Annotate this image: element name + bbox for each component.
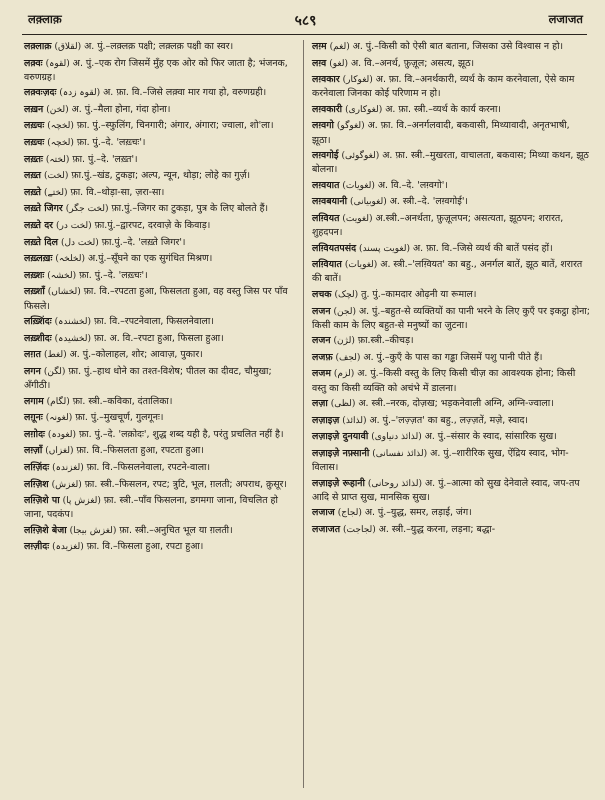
entry-headword: लग़्वगो (312, 120, 334, 132)
dictionary-entry (24, 478, 300, 492)
dictionary-entry (312, 212, 590, 239)
entry-urdu-spelling: (لگام) (46, 396, 70, 407)
entry-headword: लग़्वियात (312, 259, 342, 271)
dictionary-entry (312, 195, 590, 209)
entry-definition: अ. फ़ा. वि.–अनर्थकारी, व्यर्थ के काम करनेवाला, ऐसे काम करनेवाला जिनका कोई परिणाम न हो। (312, 74, 575, 100)
entry-headword: लज़ाइज़े दुनयावी (312, 431, 369, 443)
entry-definition: फ़ा. वि.–रपटनेवाला, फिसलनेवाला। (93, 316, 214, 328)
dictionary-entry (24, 236, 300, 250)
dictionary-entry (24, 252, 300, 266)
entry-urdu-spelling: (لخت) (43, 171, 69, 182)
entry-definition: अ. पुं.–'लज़्ज़त' का बहु., लज़्ज़तें, मज़े, स्वाद। (369, 414, 528, 426)
dictionary-entry (24, 57, 300, 84)
dictionary-entry (312, 414, 590, 428)
entry-definition: अ. फ़ा. स्त्री.–व्यर्थ के कार्य करना। (385, 103, 501, 115)
entry-headword: लख़न (24, 103, 44, 115)
dictionary-entry (312, 305, 590, 332)
entry-definition: अ. फ़ा. वि.–अनर्गलवादी, बकवासी, मिथ्यावादी, अनृतभाषी, झूठा। (312, 120, 570, 146)
entry-definition: अ. स्त्री.–नरक, दोज़ख; भड़कनेवाली अग्नि, अग्नि-ज्वाला। (358, 398, 554, 410)
entry-headword: लज़ाइज़े नफ़्सानी (312, 447, 370, 459)
left-guide-word: लक़्लाक़ (28, 12, 62, 26)
entry-urdu-spelling: (لقوہ زدہ) (59, 88, 101, 99)
header-rule (22, 34, 587, 35)
dictionary-entry (312, 447, 590, 474)
dictionary-entry (312, 351, 590, 365)
entry-urdu-spelling: (لغوگو) (336, 121, 365, 132)
entry-headword: लजन (312, 305, 331, 317)
entry-headword: लग़्वकारी (312, 103, 343, 115)
entry-definition: फ़ा. पुं.–दे. 'लख़्त'। (72, 153, 138, 165)
entry-headword: लग़्ज़िश (24, 478, 49, 490)
entry-headword: लख़्ते दर (24, 220, 54, 232)
entry-urdu-spelling: (لخت دل) (60, 237, 99, 248)
entry-headword: लख़्त (24, 170, 41, 182)
entry-urdu-spelling: (لذائذ) (342, 415, 367, 426)
entry-definition: फ़ा. स्त्री.–अनुचित भूल या ग़लती। (119, 524, 233, 536)
entry-headword: लग़्वयात (312, 179, 340, 191)
right-column (312, 40, 590, 540)
left-column (24, 40, 300, 557)
column-divider (303, 40, 304, 788)
entry-urdu-spelling: (لغزش بیجا) (69, 525, 117, 536)
page-number: ५८९ (294, 13, 317, 29)
entry-urdu-spelling: (لخلخہ) (55, 254, 85, 265)
dictionary-entry (312, 119, 590, 146)
dictionary-entry (24, 332, 300, 346)
dictionary-entry (312, 258, 590, 285)
entry-urdu-spelling: (لگن) (43, 366, 66, 377)
entry-definition: फ़ा. वि.–फिसलता हुआ, रपटता हुआ। (76, 445, 204, 457)
dictionary-entry (312, 242, 590, 256)
dictionary-entry (24, 219, 300, 233)
dictionary-entry (312, 57, 590, 71)
entry-headword: लग़त (24, 349, 41, 361)
entry-headword: लख़्तः (24, 153, 43, 165)
entry-headword: लक़्वःज़दः (24, 87, 57, 99)
entry-urdu-spelling: (لغویات) (344, 260, 378, 271)
entry-definition: अ. पुं.–किसी को ऐसी बात बताना, जिसका उसे विश्वास न हो। (352, 41, 564, 52)
entry-urdu-spelling: (لغزش پا) (62, 496, 101, 507)
entry-definition: फ़ा.स्त्री.–कीचड़। (357, 335, 414, 347)
right-guide-word: लजाजत (548, 12, 583, 26)
dictionary-entry (24, 395, 300, 409)
entry-headword: लजन (312, 335, 331, 347)
entry-urdu-spelling: (لذائذ نفسانی) (372, 448, 428, 459)
entry-headword: लग़्म (312, 41, 327, 52)
entry-urdu-spelling: (لغو) (329, 58, 348, 69)
entry-definition: फ़ा. पुं.–मुखचूर्ण, गुलगूनः। (75, 412, 164, 424)
entry-definition: अ. पुं.–शारीरिक सुख, ऐंद्रिय स्वाद, भोग-विलास। (312, 447, 569, 474)
dictionary-entry (24, 428, 300, 442)
entry-urdu-spelling: (لجاجت) (343, 524, 376, 535)
entry-headword: लख़्ते जिगर (24, 203, 63, 215)
entry-definition: फ़ा. अ. वि.–रपटा हुआ, फिसला हुआ। (93, 332, 224, 344)
entry-headword: लग़्ज़ीदः (24, 541, 50, 553)
entry-definition: फ़ा. पुं.–हाथ धोने का तश्त-विशेष; पीतल का दीवट, चौमुखा; अँगीठी। (24, 365, 272, 391)
entry-urdu-spelling: (لچک) (334, 290, 359, 300)
entry-definition: अ. वि.–अनर्थ, फ़ुज़ूल; असत्य, झूठ। (350, 57, 475, 69)
entry-urdu-spelling: (لژن) (333, 336, 355, 347)
entry-headword: लगन (24, 365, 41, 377)
dictionary-entry (312, 149, 590, 176)
dictionary-entry (312, 73, 590, 100)
entry-urdu-spelling: (لقلاق) (54, 42, 82, 52)
entry-urdu-spelling: (لذائذ دنیاوی) (371, 432, 422, 443)
entry-headword: लग़ोदः (24, 428, 45, 440)
entry-definition: फ़ा. वि.–रपटता हुआ, फिसलता हुआ, वह वस्तु जिस पर पाँव फिसले। (24, 286, 288, 312)
entry-headword: लग़्वियतपसंद (312, 242, 357, 254)
entry-definition: अ. पुं.–कोलाहल, शोर; आवाज़, पुकार। (69, 349, 203, 361)
entry-headword: लख़्शाँ (24, 286, 45, 298)
entry-definition: अ. पुं.–मैला होना, गंदा होना। (71, 103, 171, 115)
dictionary-entry (24, 153, 300, 167)
entry-definition: फ़ा.पुं.–द्वारपट, दरवाज़े के किवाड़। (94, 220, 211, 232)
entry-definition: फ़ा. पुं.–दे. 'लख़्चः'। (79, 269, 148, 281)
entry-definition: फ़ा. वि.–थोड़ा-सा, ज़रा-सा। (70, 186, 165, 198)
dictionary-entry (312, 477, 590, 504)
entry-urdu-spelling: (لزم) (333, 369, 355, 380)
entry-headword: लग़्वियत (312, 213, 340, 225)
entry-headword: लक़्लाक़ (24, 41, 52, 52)
entry-urdu-spelling: (لخن) (46, 104, 69, 115)
entry-definition: अ. स्त्री.–युद्ध करना, लड़ना; बद्धा- (378, 523, 496, 535)
entry-headword: लजाजत (312, 523, 341, 535)
entry-urdu-spelling: (لغط) (43, 350, 67, 361)
entry-headword: लख़्ते दिल (24, 236, 58, 248)
entry-definition: अ. पुं.–लक़्लक़ पक्षी; लक़्लक़ पक्षी का स्वर। (84, 41, 234, 52)
entry-urdu-spelling: (لغزندہ) (52, 462, 84, 473)
dictionary-entry (312, 506, 590, 520)
entry-headword: लग़्वकार (312, 74, 340, 86)
entry-urdu-spelling: (لخچہ) (47, 138, 74, 149)
entry-urdu-spelling: (لغویات) (342, 180, 375, 191)
page-header (28, 12, 583, 32)
entry-urdu-spelling: (لغونہ) (45, 413, 73, 424)
entry-definition: फ़ा. पुं.–दे. 'लख़्चः'। (76, 137, 146, 149)
dictionary-entry (24, 119, 300, 133)
dictionary-entry (24, 40, 300, 54)
dictionary-entry (312, 367, 590, 394)
entry-definition: अ. पुं.–संसार के स्वाद, सांसारिक सुख। (424, 431, 557, 443)
entry-headword: लजफ़ (312, 351, 333, 363)
entry-headword: लजाज (312, 507, 335, 519)
entry-headword: लजम (312, 368, 331, 380)
entry-definition: अ.स्त्री.–अनर्थता, फ़ुज़ूलपन; असत्यता, झूठपन; शरारत, शुहदपन। (312, 213, 564, 239)
entry-definition: अ. पुं.–एक रोग जिसमें मुँह एक ओर को फिर जाता है; भंजनक, वरुणग्रह। (24, 57, 288, 83)
entry-definition: फ़ा.पुं.–खंड, टुकड़ा; अल्प, न्यून, थोड़ा; लोहे का गुर्ज़। (71, 170, 251, 182)
entry-headword: लग़्ज़िशे पा (24, 495, 60, 507)
entry-definition: अ. स्त्री.–'लग़्वियत' का बहु., अनर्गल बातें, झूठ बातें, शरारत की बातें। (312, 259, 583, 285)
entry-definition: फ़ा. पुं.–दे. 'लक़ोदः', शुद्ध शब्द यही है, परंतु प्रचलित नहीं है। (78, 428, 284, 440)
entry-headword: लज़ाइज़ (312, 414, 340, 426)
entry-headword: लग़्ज़िंदः (24, 461, 50, 473)
entry-urdu-spelling: (لغزاں) (45, 446, 74, 457)
dictionary-entry (24, 269, 300, 283)
dictionary-entry (312, 334, 590, 348)
dictionary-entry (24, 103, 300, 117)
entry-headword: लख़्लख़ः (24, 253, 53, 265)
entry-definition: अ. पुं.–युद्ध, समर, लड़ाई, जंग। (364, 507, 472, 519)
entry-urdu-spelling: (لختے) (43, 187, 68, 198)
entry-definition: फ़ा.पुं.–दे. 'लख़्ते जिगर'। (101, 236, 186, 248)
entry-headword: लख़्शिंदः (24, 316, 52, 328)
entry-urdu-spelling: (لغویت) (342, 214, 373, 225)
entry-urdu-spelling: (لخشیدہ) (54, 333, 91, 344)
entry-headword: लग़्ज़िशे बेजा (24, 524, 67, 536)
entry-definition: अ. फ़ा. वि.–जिसे लक़्वा मार गया हो, वरुणग्रही। (103, 87, 267, 99)
entry-headword: लख़्शः (24, 269, 45, 281)
entry-urdu-spelling: (لخشندہ) (54, 317, 91, 328)
entry-definition: अ.पुं.–सूँघने का एक सुगंधित मिश्रण। (87, 253, 213, 265)
entry-definition: फ़ा. पुं.–स्फुलिंग, चिनगारी; अंगार, अंगारा; ज्वाला, शो'ला। (76, 120, 274, 132)
dictionary-entry (312, 288, 590, 302)
entry-headword: लग़्ज़ाँ (24, 445, 43, 457)
entry-definition: फ़ा. स्त्री.–कविका, दंतालिका। (72, 395, 173, 407)
dictionary-entry (312, 430, 590, 444)
entry-urdu-spelling: (لختہ) (45, 154, 70, 165)
entry-urdu-spelling: (لغم) (329, 42, 350, 52)
entry-definition: फ़ा. स्त्री.–पाँव फिसलना, डगमगा जाना, विचलित हो जाना, पदकंप। (24, 495, 278, 521)
dictionary-entry (312, 179, 590, 193)
entry-urdu-spelling: (لغودہ) (47, 429, 76, 440)
entry-headword: लचक (312, 289, 332, 300)
entry-definition: अ. पुं.–किसी वस्तु के लिए किसी चीज़ का आवश्यक होना; किसी वस्तु का किसी व्यक्ति को अचंभे में डालना। (312, 368, 576, 394)
entry-definition: अ. पुं.–कुएँ के पास का गड्ढा जिसमें पशु पानी पीते हैं। (363, 351, 543, 363)
entry-urdu-spelling: (لقوہ) (45, 58, 70, 69)
entry-definition: अ. फ़ा. वि.–जिसे व्यर्थ की बातें पसंद हों। (412, 242, 553, 254)
entry-definition: फ़ा. वि.–फिसला हुआ, रपटा हुआ। (86, 541, 204, 553)
dictionary-entry (24, 411, 300, 425)
entry-urdu-spelling: (لخت در) (56, 221, 92, 232)
entry-definition: अ. पुं.–बहुत-से व्यक्तियों का पानी भरने के लिए कुएँ पर इकट्ठा होना; किसी काम के लिए बहुत-से मनुष्यों का जुटना। (312, 305, 590, 331)
entry-headword: लख़्ते (24, 186, 41, 198)
dictionary-entry (312, 40, 590, 54)
entry-urdu-spelling: (لغوگوئی) (341, 151, 380, 162)
entry-definition: फ़ा. स्त्री.–फिसलन, रपट; त्रुटि, भूल, ग़लती; अपराध, क़ुसूर। (84, 478, 287, 490)
entry-urdu-spelling: (لغزش) (51, 479, 82, 490)
entry-urdu-spelling: (لخشہ) (47, 270, 77, 281)
entry-urdu-spelling: (لغوکاری) (345, 104, 383, 115)
entry-urdu-spelling: (لخشاں) (47, 287, 81, 298)
dictionary-entry (312, 523, 590, 537)
dictionary-entry (24, 202, 300, 216)
entry-headword: लज़ा (312, 398, 328, 410)
entry-urdu-spelling: (لجاج) (337, 508, 362, 519)
entry-definition: अ. फ़ा. स्त्री.–मुखरता, वाचालता, बकवास; मिथ्या कथन, झूठ बोलना। (312, 150, 589, 176)
entry-urdu-spelling: (لغوبیانی) (350, 197, 387, 208)
dictionary-entry (24, 186, 300, 200)
entry-definition: फ़ा. वि.–फिसलनेवाला, रपटने-वाला। (86, 461, 211, 473)
entry-urdu-spelling: (لذائذ روحانی) (367, 478, 422, 489)
dictionary-entry (24, 524, 300, 538)
dictionary-entry (24, 315, 300, 329)
entry-headword: लग़्वबयानी (312, 196, 348, 208)
entry-urdu-spelling: (لخچہ) (47, 121, 74, 132)
entry-headword: लख़्शीदः (24, 332, 52, 344)
dictionary-entry (24, 365, 300, 392)
entry-headword: लक़्वः (24, 57, 43, 69)
dictionary-entry (24, 86, 300, 100)
entry-urdu-spelling: (لجن) (333, 306, 356, 317)
entry-headword: लग़्व (312, 57, 327, 69)
entry-headword: लग़्वगोई (312, 150, 339, 162)
entry-urdu-spelling: (لغویت پسند) (359, 243, 410, 254)
dictionary-entry (24, 169, 300, 183)
dictionary-entry (312, 103, 590, 117)
dictionary-entry (24, 285, 300, 312)
entry-headword: लगाम (24, 395, 44, 407)
entry-headword: लख़्चः (24, 137, 45, 149)
dictionary-entry (24, 444, 300, 458)
entry-definition: अ. स्त्री.–दे. 'लग़्वगोई'। (389, 196, 468, 208)
entry-urdu-spelling: (لخت جگر) (65, 204, 109, 215)
entry-definition: तु. पुं.–कामदार ओढ़नी या रूमाल। (361, 289, 477, 300)
dictionary-entry (312, 397, 590, 411)
entry-urdu-spelling: (لغوکار) (342, 75, 373, 86)
dictionary-entry (24, 136, 300, 150)
entry-definition: अ. वि.–दे. 'लग़्वगो'। (377, 179, 448, 191)
entry-urdu-spelling: (لغزیدہ) (52, 542, 84, 553)
entry-headword: लज़ाइज़े रूहानी (312, 477, 365, 489)
entry-urdu-spelling: (لظی) (330, 399, 356, 410)
entry-definition: फ़ा.पुं.–जिगर का टुकड़ा, पुत्र के लिए बोलते हैं। (111, 203, 269, 215)
dictionary-entry (24, 540, 300, 554)
entry-urdu-spelling: (لجف) (335, 352, 361, 363)
entry-headword: लख़्चः (24, 120, 45, 132)
dictionary-entry (24, 348, 300, 362)
entry-headword: लग़ूनः (24, 412, 43, 424)
dictionary-entry (24, 494, 300, 521)
dictionary-entry (24, 461, 300, 475)
entry-definition: अ. पुं.–आत्मा को सुख देनेवाले स्वाद, जप-तप आदि से प्राप्त सुख, मानसिक सुख। (312, 477, 580, 503)
